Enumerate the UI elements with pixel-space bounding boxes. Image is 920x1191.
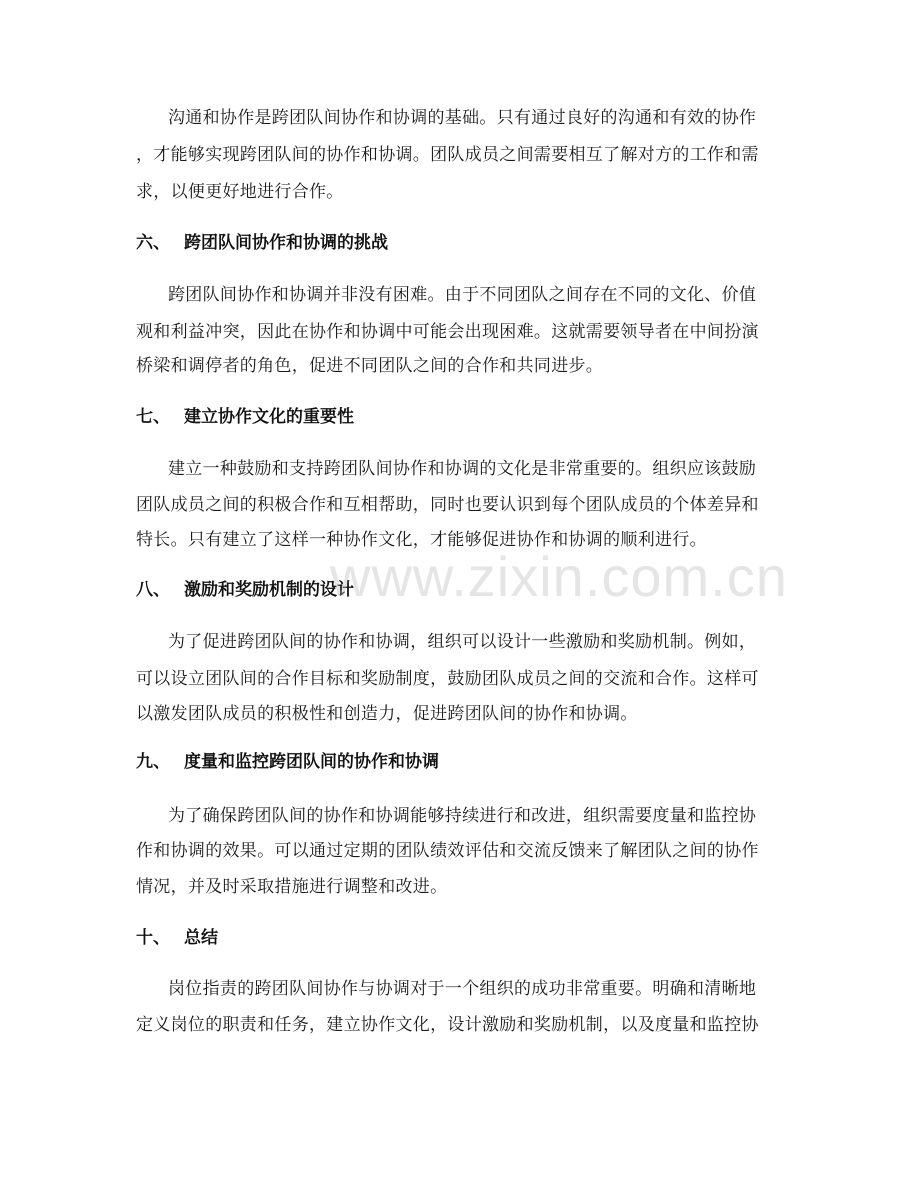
paragraph-line: 可以设立团队间的合作目标和奖励制度，鼓励团队成员之间的交流和合作。这样可: [136, 669, 759, 689]
paragraph-line: 定义岗位的职责和任务，建立协作文化，设计激励和奖励机制，以及度量和监控协: [136, 1015, 759, 1035]
section-heading: [136, 580, 354, 600]
paragraph-line: 建立一种鼓励和支持跨团队间协作和协调的文化是非常重要的。组织应该鼓励: [168, 459, 757, 479]
section-title: 建立协作文化的重要性: [184, 407, 354, 427]
section-heading: [136, 233, 388, 253]
paragraph-line: 沟通和协作是跨团队间协作和协调的基础。只有通过良好的沟通和有效的协作: [168, 108, 757, 128]
watermark: www.zixin.com.cn: [330, 545, 788, 608]
paragraph-line: 情况，并及时采取措施进行调整和改进。: [136, 877, 448, 897]
paragraph-line: 团队成员之间的积极合作和互相帮助，同时也要认识到每个团队成员的个体差异和: [136, 495, 759, 515]
section-heading: [136, 752, 439, 772]
section-number: 七、: [136, 407, 170, 427]
section-title: 度量和监控跨团队间的协作和协调: [184, 752, 439, 772]
section-heading: [136, 928, 218, 948]
section-number: 八、: [136, 580, 170, 600]
section-heading: [136, 407, 354, 427]
paragraph-line: 特长。只有建立了这样一种协作文化，才能够促进协作和协调的顺利进行。: [136, 530, 707, 550]
paragraph-line: 岗位指责的跨团队间协作与协调对于一个组织的成功非常重要。明确和清晰地: [168, 979, 757, 999]
paragraph-line: ，才能够实现跨团队间的协作和协调。团队成员之间需要相互了解对方的工作和需: [136, 145, 759, 165]
paragraph-line: 桥梁和调停者的角色，促进不同团队之间的合作和共同进步。: [136, 356, 604, 376]
paragraph-line: 跨团队间协作和协调并非没有困难。由于不同团队之间存在不同的文化、价值: [168, 285, 757, 305]
section-number: 十、: [136, 928, 170, 948]
paragraph-line: 求，以便更好地进行合作。: [136, 182, 344, 202]
paragraph-line: 为了确保跨团队间的协作和协调能够持续进行和改进，组织需要度量和监控协: [168, 806, 757, 826]
section-number: 九、: [136, 752, 170, 772]
section-title: 激励和奖励机制的设计: [184, 580, 354, 600]
paragraph-line: 观和利益冲突，因此在协作和协调中可能会出现困难。这就需要领导者在中间扮演: [136, 322, 759, 342]
paragraph-line: 作和协调的效果。可以通过定期的团队绩效评估和交流反馈来了解团队之间的协作: [136, 841, 759, 861]
section-title: 总结: [184, 928, 218, 948]
paragraph-line: 以激发团队成员的积极性和创造力，促进跨团队间的协作和协调。: [136, 704, 638, 724]
paragraph-line: 为了促进跨团队间的协作和协调，组织可以设计一些激励和奖励机制。例如，: [168, 632, 757, 652]
section-number: 六、: [136, 233, 170, 253]
section-title: 跨团队间协作和协调的挑战: [184, 233, 388, 253]
